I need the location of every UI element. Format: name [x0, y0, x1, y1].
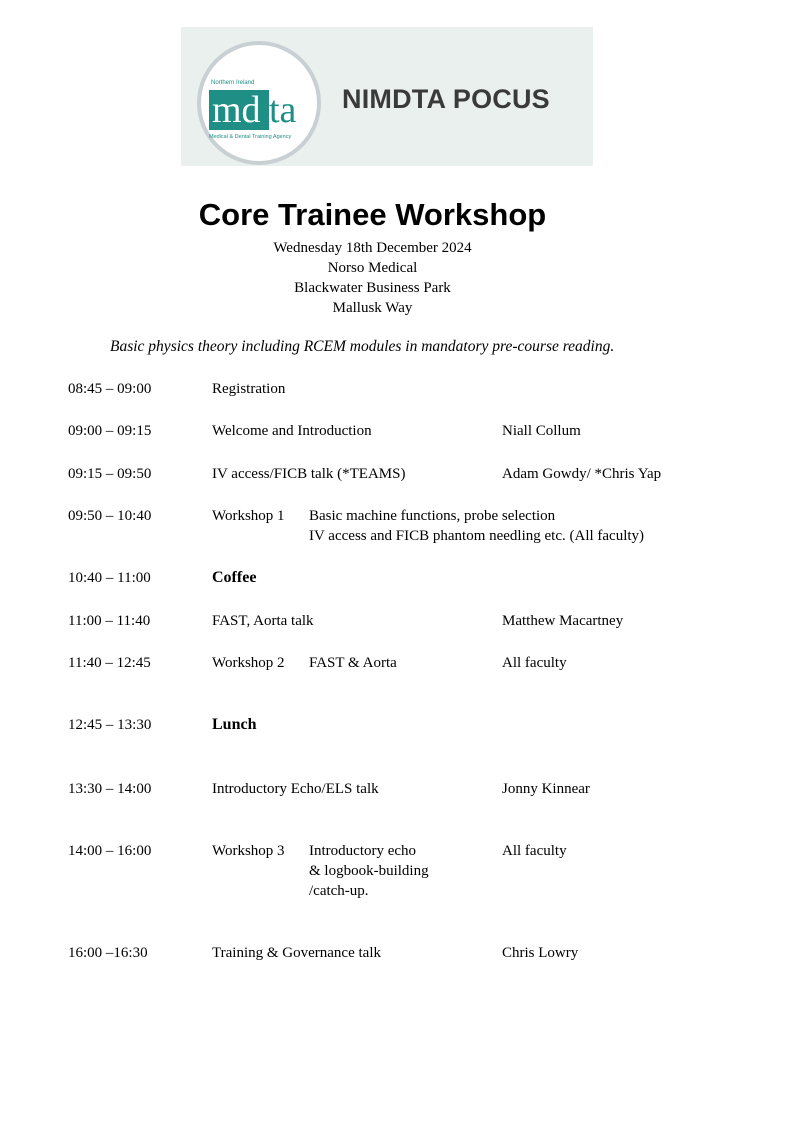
schedule-detail: Basic machine functions, probe selection: [309, 508, 556, 524]
schedule-detail: /catch-up.: [309, 883, 369, 899]
schedule-activity: Welcome and Introduction: [212, 423, 372, 439]
schedule-detail: & logbook-building: [309, 863, 429, 879]
header-banner: [181, 27, 593, 166]
schedule-time: 09:15 – 09:50: [68, 466, 152, 482]
venue-park: Blackwater Business Park: [294, 280, 451, 296]
venue-company: Norso Medical: [327, 260, 418, 276]
schedule-speaker: Matthew Macartney: [502, 613, 624, 629]
schedule-time: 13:30 – 14:00: [68, 781, 152, 797]
schedule-time: 11:40 – 12:45: [68, 655, 151, 671]
svg-text:md: md: [212, 89, 261, 131]
schedule-time: 09:00 – 09:15: [68, 423, 152, 439]
logo-region-text: Northern Ireland: [211, 80, 255, 86]
event-date: Wednesday 18th December 2024: [273, 240, 472, 256]
schedule-activity: FAST, Aorta talk: [212, 613, 314, 629]
schedule-speaker: All faculty: [502, 655, 567, 671]
schedule-speaker: Niall Collum: [502, 423, 581, 439]
schedule-speaker: Adam Gowdy/ *Chris Yap: [502, 466, 662, 482]
schedule-time: 10:40 – 11:00: [68, 570, 151, 586]
schedule-activity: Workshop 1: [212, 508, 285, 524]
pre-course-note: Basic physics theory including RCEM modules in mandatory pre-course reading.: [110, 338, 615, 355]
schedule-activity: Workshop 2: [212, 655, 285, 671]
schedule-activity: Introductory Echo/ELS talk: [212, 781, 379, 797]
schedule-activity: Lunch: [212, 716, 257, 733]
schedule-detail: FAST & Aorta: [309, 655, 397, 671]
schedule-time: 08:45 – 09:00: [68, 381, 152, 397]
schedule-detail: Introductory echo: [309, 843, 417, 859]
schedule-time: 12:45 – 13:30: [68, 717, 152, 733]
svg-text:ta: ta: [269, 89, 297, 131]
page-title: Core Trainee Workshop: [198, 197, 547, 232]
schedule-activity: Registration: [212, 381, 286, 397]
schedule-activity: IV access/FICB talk (*TEAMS): [212, 466, 406, 482]
schedule-activity: Coffee: [212, 569, 257, 586]
schedule-time: 14:00 – 16:00: [68, 843, 152, 859]
nimdta-logo: [197, 41, 321, 165]
venue-street: Mallusk Way: [332, 300, 413, 316]
schedule-time: 11:00 – 11:40: [68, 613, 151, 629]
schedule-speaker: Chris Lowry: [502, 945, 579, 961]
schedule-time: 09:50 – 10:40: [68, 508, 152, 524]
schedule-activity: Workshop 3: [212, 843, 285, 859]
schedule-speaker: All faculty: [502, 843, 567, 859]
mdta-wordmark-icon: [209, 88, 309, 132]
schedule-time: 16:00 –16:30: [68, 945, 148, 961]
schedule-speaker: Jonny Kinnear: [502, 781, 590, 797]
logo-agency-text: Medical & Dental Training Agency: [209, 134, 292, 140]
schedule-activity: Training & Governance talk: [212, 945, 381, 961]
banner-title: NIMDTA POCUS: [342, 84, 550, 114]
schedule-detail: IV access and FICB phantom needling etc. (All faculty): [309, 528, 645, 544]
